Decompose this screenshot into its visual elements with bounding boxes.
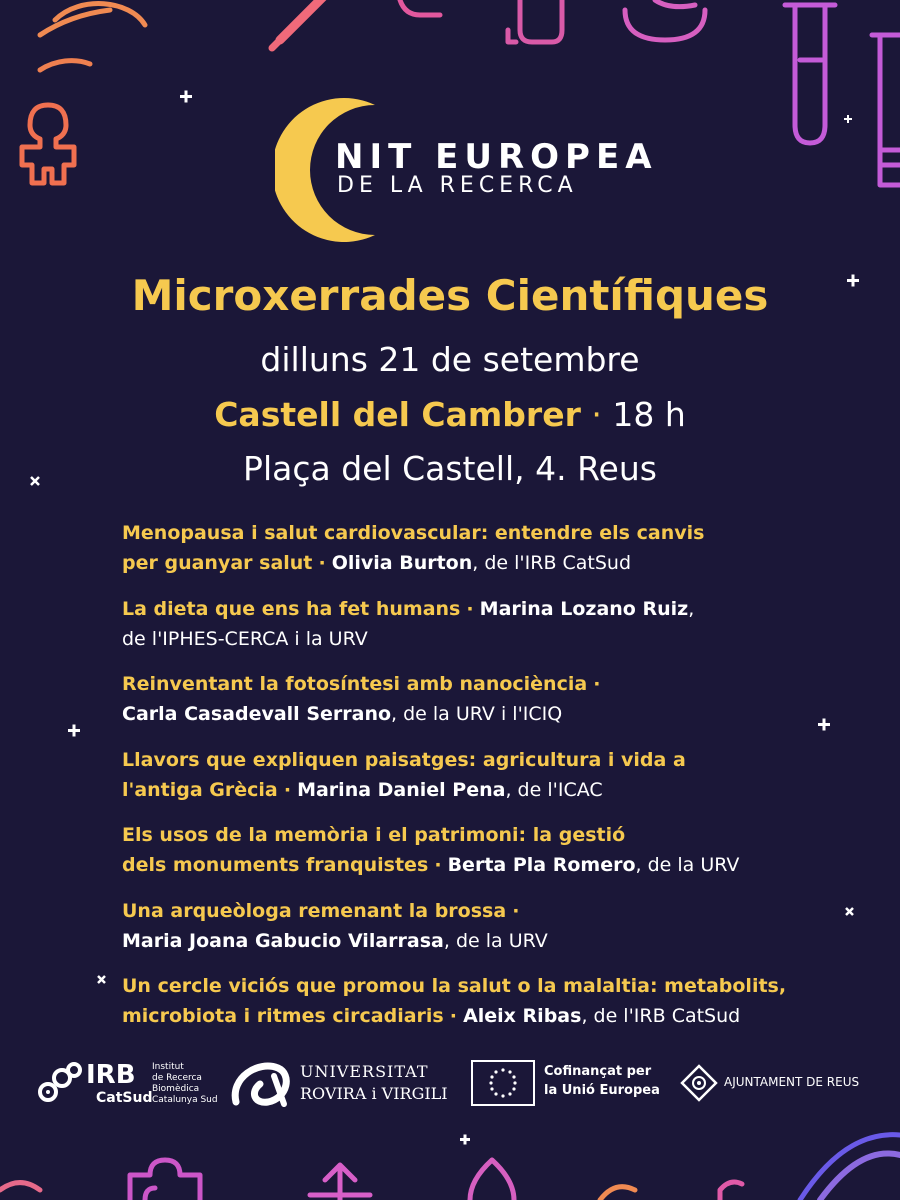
speaker-name: Olivia Burton: [331, 552, 473, 574]
separator-dot: ·: [593, 673, 601, 695]
speaker-name: Berta Pla Romero: [447, 854, 636, 876]
talk-title: Llavors que expliquen paisatges: agricultura i vida a: [122, 748, 686, 771]
irb-sub: CatSud: [96, 1090, 153, 1106]
reus-label: AJUNTAMENT DE REUS: [724, 1075, 860, 1089]
talk-title: Els usos de la memòria i el patrimoni: la gestió: [122, 824, 626, 846]
speaker-affiliation: , de la URV i l'ICIQ: [391, 703, 563, 725]
talk-item: [122, 820, 842, 880]
event-time: 18 h: [612, 395, 686, 434]
speaker-affiliation: , de l'IRB CatSud: [581, 1005, 741, 1027]
talk-title: l'antiga Grècia: [122, 778, 278, 801]
eu-flag-icon: [471, 1060, 535, 1106]
speaker-name: Marina Daniel Pena: [297, 778, 506, 801]
speaker-affiliation: , de l'ICAC: [505, 778, 603, 801]
talk-item: [122, 669, 842, 729]
urv-line1: UNIVERSITAT: [300, 1062, 429, 1081]
separator-dot: ·: [283, 778, 292, 801]
speaker-affiliation: , de la URV: [635, 854, 740, 876]
talks-list: [122, 518, 842, 1047]
talk-item: [122, 971, 842, 1031]
talk-title: microbiota i ritmes circadiaris: [122, 1005, 444, 1027]
page-title: Microxerrades Científiques: [131, 271, 769, 320]
speaker-name: Marina Lozano Ruiz: [479, 597, 689, 620]
speaker-name: Maria Joana Gabucio Vilarrasa: [122, 929, 444, 952]
separator-dot: ·: [466, 597, 474, 620]
event-date: dilluns 21 de setembre: [260, 340, 640, 379]
talk-title: Una arqueòloga remenant la brossa: [122, 899, 507, 922]
talk-item: [122, 745, 842, 805]
separator-dot: ·: [434, 854, 442, 876]
speaker-affiliation: , de l'IRB CatSud: [472, 552, 632, 574]
venue-line: [0, 392, 900, 438]
talk-item: [122, 518, 842, 578]
talk-title: Un cercle viciós que promou la salut o la malaltia: metabolits,: [122, 975, 787, 997]
event-address: Plaça del Castell, 4. Reus: [243, 449, 657, 488]
puzzle-icon: [130, 1160, 200, 1200]
event-logo-subtitle: DE LA RECERCA: [337, 173, 578, 198]
event-logo-title: NIT EUROPEA: [335, 137, 658, 177]
venue-name: Castell del Cambrer: [214, 395, 581, 434]
eu-line1: Cofinançat per: [544, 1064, 652, 1079]
separator-dot: ·: [318, 552, 326, 574]
separator-dot: ·: [449, 1005, 458, 1027]
talk-title: La dieta que ens ha fet humans: [122, 597, 461, 620]
separator-dot: ·: [512, 899, 520, 922]
speaker-affiliation: de l'IPHES-CERCA i la URV: [122, 627, 368, 650]
speaker-affiliation: ,: [688, 597, 695, 620]
speaker-name: Aleix Ribas: [463, 1005, 582, 1027]
urv-line2: ROVIRA i VIRGILI: [300, 1084, 448, 1103]
eu-line2: la Unió Europea: [544, 1083, 660, 1098]
sponsors-row: [0, 1050, 900, 1120]
urv-logo-icon: [228, 1058, 294, 1110]
talk-title: per guanyar salut: [122, 552, 313, 574]
talk-title: Menopausa i salut cardiovascular: entendre els canvis: [122, 522, 705, 544]
irb-short: IRB: [86, 1060, 136, 1090]
reus-crest-icon: [678, 1062, 720, 1104]
talk-title: dels monuments franquistes: [122, 854, 429, 876]
talk-item: [122, 896, 842, 956]
irb-full-name: Institut de Recerca Biomèdica Catalunya Sud: [152, 1062, 218, 1105]
irb-logo-icon: [38, 1062, 82, 1106]
squiggle-icon: [40, 10, 110, 35]
separator-dot: ·: [591, 395, 602, 434]
speaker-name: Carla Casadevall Serrano: [122, 703, 392, 725]
person-puzzle-icon: [22, 105, 74, 183]
talk-title: Reinventant la fotosíntesi amb nanociència: [122, 673, 588, 695]
speaker-affiliation: , de la URV: [443, 929, 548, 952]
talk-item: [122, 594, 842, 654]
